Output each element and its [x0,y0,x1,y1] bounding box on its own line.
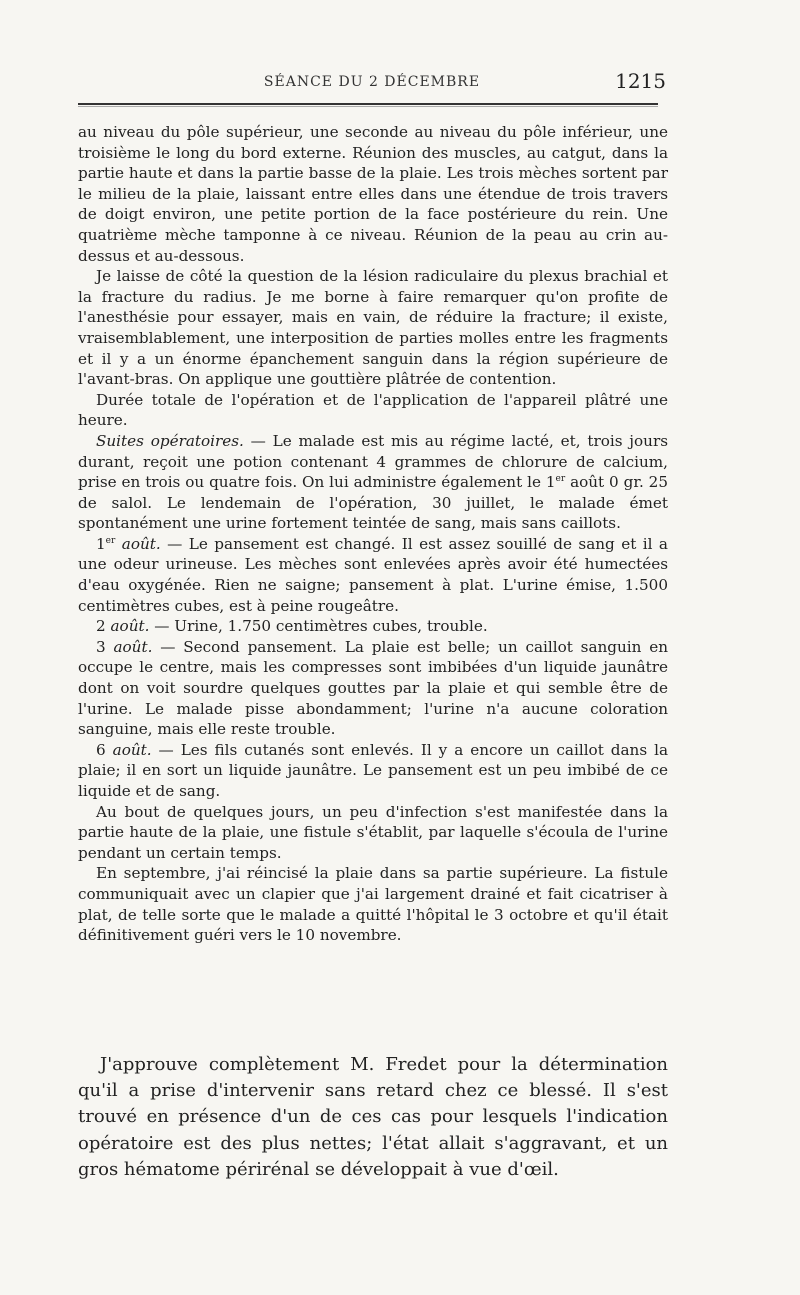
paragraph: Durée totale de l'opération et de l'application de l'appareil plâtré une heure. [78,390,668,430]
ordinal-suffix: er [105,535,116,546]
date-number: 3 [96,637,106,656]
section-label: Suites opératoires. [96,431,244,450]
paragraph-text: — Le pansement est changé. Il est assez souillé de sang et il a une odeur urineuse. Les mèches sont enlevées après avoir été humectées d'eau oxygénée. Rien ne saigne; pansement à plat. L'urine émise, 1.500 centimètres cubes, est à peine rougeâtre. [78,534,668,615]
paragraph: Au bout de quelques jours, un peu d'infection s'est manifestée dans la partie haute de la plaie, une fistule s'établit, par laquelle s'écoula de l'urine pendant un certain temps. [78,802,668,862]
paragraph-text: — Second pansement. La plaie est belle; un caillot sanguin en occupe le centre, mais les compresses sont imbibées d'un liquide jaunâtre dont on voit sourdre quelques gouttes par la plaie et qui semble être de l'urine. Le malade pisse abondamment; l'urine n'a aucune coloration sanguine, mais elle reste trouble. [78,637,669,739]
date-label: août. [113,637,153,656]
date-label: août. [110,617,150,636]
case-report-text [78,122,668,946]
paragraph-text: — Le malade est mis au régime lacté, et, trois jours durant, reçoit une potion contenant 4 grammes de chlorure de calcium, prise en trois ou quatre fois. On lui administre également le [78,431,668,492]
paragraph: Je laisse de côté la question de la lésion radiculaire du plexus brachial et la fracture du radius. Je me borne à faire remarquer qu'on profite de l'anesthésie pour essayer, mais en vain, de réduire la fracture; il existe, vraisemblablement, une interposition de parties molles entre les fragments et il y a un énorme épanchement sanguin dans la région supérieure de l'avant-bras. On applique une gouttière plâtrée de contention. [78,267,668,389]
running-title: SÉANCE DU 2 DÉCEMBRE [263,74,481,90]
ordinal-suffix: er [555,474,566,485]
date-number: 6 [96,740,106,759]
date-number: 2 [96,617,106,636]
paragraph-text: — Urine, 1.750 centimètres cubes, trouble. [149,617,488,636]
date-number: 1 [96,534,106,553]
page-number: 1215 [615,69,666,93]
paragraph [78,534,668,616]
paragraph: J'approuve complètement M. Fredet pour la détermination qu'il a prise d'intervenir sans retard chez ce blessé. Il s'est trouvé en présence d'un de ces cas pour lesquels l'indication opératoire est des plus nettes; l'état allait s'aggravant, et un gros hématome périrénal se développait à vue d'œil. [78,1054,668,1180]
paragraph: En septembre, j'ai réincisé la plaie dans sa partie supérieure. La fistule communiquait avec un clapier que j'ai largement drainé et fait cicatriser à plat, de telle sorte que le malade a quitté l'hôpital le 3 octobre et qu'il était définitivement guéri vers le 10 novembre. [78,864,668,945]
paragraph [78,616,668,637]
commentary-text [78,1052,668,1183]
paragraph [78,637,668,740]
ordinal-number: 1 [545,473,556,492]
paragraph [78,740,668,802]
header-rule [78,103,658,105]
paragraph: au niveau du pôle supérieur, une seconde au niveau du pôle inférieur, une troisième le long du bord externe. Réunion des muscles, au catgut, dans la partie haute et dans la partie basse de la plaie. Les trois mèches sortent par le milieu de la plaie, laissant entre elles dans une étendue de trois travers de doigt environ, une petite portion de la face postérieure du rein. Une quatrième mèche tamponne à ce niveau. Réunion de la peau au crin au-dessus et au-dessous. [78,123,668,265]
date-label: août. [112,740,152,759]
paragraph-text: — Les fils cutanés sont enlevés. Il y a encore un caillot dans la plaie; il en sort un liquide jaunâtre. Le pansement est un peu imbibé de ce liquide et de sang. [78,740,668,800]
page-header [78,62,666,96]
date-label: août. [121,534,161,553]
paragraph-text: août 0 gr. 25 de salol. Le lendemain de l'opération, 30 juillet, le malade émet spontanément une urine fortement teintée de sang, mais sans caillots. [78,473,668,533]
paragraph [78,431,668,534]
